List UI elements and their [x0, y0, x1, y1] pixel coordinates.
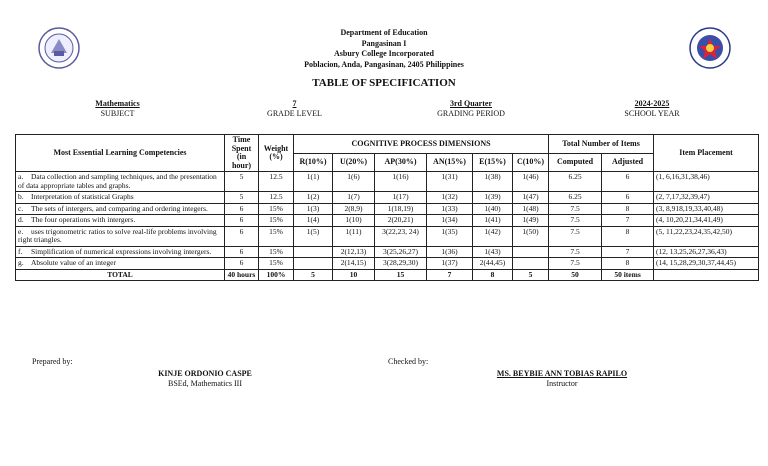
- cell-placement: (1, 6,16,31,38,46): [654, 172, 759, 192]
- cell-an: 1(32): [427, 192, 473, 204]
- specification-table: [15, 134, 759, 281]
- cell-e: 2(44,45): [473, 258, 513, 270]
- header-c: C(10%): [513, 153, 549, 172]
- total-row: [16, 269, 759, 281]
- header-line-1: Department of Education: [340, 28, 428, 37]
- total-e: 8: [473, 269, 513, 281]
- checked-by-label: Checked by:: [388, 357, 429, 366]
- header-time: Time Spent (in hour): [225, 135, 259, 172]
- table-row: [16, 172, 759, 192]
- cell-adjusted: 8: [602, 226, 654, 246]
- total-u: 10: [333, 269, 375, 281]
- competency-text: Interpretation of statistical Graphs: [31, 192, 134, 201]
- cell-u: 2(12,13): [333, 246, 375, 258]
- preparer-name: KINJE ORDONIO CASPE: [158, 369, 252, 378]
- competency-text: The four operations with intergers.: [31, 215, 136, 224]
- header-placement: Item Placement: [654, 135, 759, 172]
- total-ap: 15: [375, 269, 427, 281]
- competency-cell: [16, 215, 225, 227]
- cell-weight: 15%: [259, 246, 294, 258]
- cell-weight: 15%: [259, 258, 294, 270]
- cell-computed: 6.25: [549, 192, 602, 204]
- cell-r: [294, 246, 333, 258]
- table-row: [16, 192, 759, 204]
- total-c: 5: [513, 269, 549, 281]
- table-row: [16, 203, 759, 215]
- total-adjusted: 50 items: [602, 269, 654, 281]
- competency-cell: [16, 192, 225, 204]
- cell-time: 6: [225, 246, 259, 258]
- cell-an: 1(34): [427, 215, 473, 227]
- cell-e: 1(39): [473, 192, 513, 204]
- cell-e: 1(38): [473, 172, 513, 192]
- document-title: TABLE OF SPECIFICATION: [312, 77, 456, 89]
- total-label: TOTAL: [16, 269, 225, 281]
- table-row: [16, 226, 759, 246]
- cell-weight: 15%: [259, 215, 294, 227]
- school-year-field: [612, 99, 692, 119]
- cell-ap: 1(16): [375, 172, 427, 192]
- cell-e: 1(42): [473, 226, 513, 246]
- cell-adjusted: 8: [602, 258, 654, 270]
- cell-computed: 7.5: [549, 226, 602, 246]
- header-total-items: Total Number of Items: [549, 135, 654, 154]
- cell-time: 6: [225, 215, 259, 227]
- cell-weight: 12.5: [259, 172, 294, 192]
- preparer-title: BSEd, Mathematics III: [168, 379, 242, 388]
- cell-an: 1(33): [427, 203, 473, 215]
- cell-ap: 3(28,29,30): [375, 258, 427, 270]
- total-placement: [654, 269, 759, 281]
- subject-label: SUBJECT: [100, 109, 135, 118]
- cell-adjusted: 7: [602, 215, 654, 227]
- header-line-2: Pangasinan I: [361, 38, 407, 48]
- cell-placement: (14, 15,28,29,30,37,44,45): [654, 258, 759, 270]
- prepared-by-label: Prepared by:: [32, 357, 73, 366]
- cell-cr: 1(46): [513, 172, 549, 192]
- cell-computed: 7.5: [549, 203, 602, 215]
- checker-block: [472, 369, 652, 389]
- grade-label: GRADE LEVEL: [267, 109, 322, 118]
- competency-text: The sets of intergers, and comparing and ordering integers.: [31, 203, 208, 213]
- subject-value: Mathematics: [95, 99, 140, 108]
- cell-u: 1(10): [333, 215, 375, 227]
- header-r: R(10%): [294, 153, 333, 172]
- cell-e: 1(40): [473, 203, 513, 215]
- cell-time: 6: [225, 203, 259, 215]
- grade-level-field: [257, 99, 332, 119]
- header-weight: Weight (%): [259, 135, 294, 172]
- cell-e: 1(43): [473, 246, 513, 258]
- header-adjusted: Adjusted: [602, 153, 654, 172]
- cell-cr: 1(49): [513, 215, 549, 227]
- competency-text: Data collection and sampling techniques, and the presentation of data appropriate tables and graphs.: [18, 172, 217, 190]
- cell-cr: 1(50): [513, 226, 549, 246]
- total-computed: 50: [549, 269, 602, 281]
- competency-letter: e.: [18, 226, 24, 236]
- table-row: [16, 246, 759, 258]
- competency-cell: [16, 246, 225, 258]
- cell-computed: 7.5: [549, 258, 602, 270]
- grade-value: 7: [292, 99, 297, 108]
- cell-ap: 3(22,23, 24): [375, 226, 427, 246]
- subject-field: [80, 99, 155, 119]
- cell-weight: 15%: [259, 226, 294, 246]
- cell-computed: 6.25: [549, 172, 602, 192]
- cell-weight: 15%: [259, 203, 294, 215]
- total-r: 5: [294, 269, 333, 281]
- cell-time: 6: [225, 226, 259, 246]
- header-e: E(15%): [473, 153, 513, 172]
- checker-name: MS. BEYBIE ANN TOBIAS RAPILO: [496, 369, 628, 378]
- competency-cell: [16, 203, 225, 215]
- cell-u: 1(6): [333, 172, 375, 192]
- cell-r: 1(1): [294, 172, 333, 192]
- table-row: [16, 258, 759, 270]
- cell-adjusted: 8: [602, 203, 654, 215]
- cell-placement: (2, 7,17,32,39,47): [654, 192, 759, 204]
- cell-cr: [513, 258, 549, 270]
- table-header-row: [16, 135, 759, 154]
- header-line-3: Asbury College Incorporated: [334, 49, 434, 58]
- cell-placement: (4, 10,20,21,34,41,49): [654, 215, 759, 227]
- header-cognitive: COGNITIVE PROCESS DIMENSIONS: [294, 135, 549, 154]
- cell-r: 1(4): [294, 215, 333, 227]
- competency-letter: b.: [18, 192, 24, 201]
- cell-u: 2(8,9): [333, 203, 375, 215]
- cell-weight: 12.5: [259, 192, 294, 204]
- cell-u: 1(11): [333, 226, 375, 246]
- cell-an: 1(35): [427, 226, 473, 246]
- header-u: U(20%): [333, 153, 375, 172]
- cell-adjusted: 6: [602, 192, 654, 204]
- cell-cr: [513, 246, 549, 258]
- cell-cr: 1(47): [513, 192, 549, 204]
- competency-cell: [16, 172, 225, 192]
- cell-r: 1(5): [294, 226, 333, 246]
- cell-time: 6: [225, 258, 259, 270]
- cell-an: 1(31): [427, 172, 473, 192]
- competency-text: Simplification of numerical expressions involving intergers.: [31, 246, 212, 256]
- grading-period-field: [431, 99, 511, 119]
- competency-letter: a.: [18, 172, 24, 181]
- cell-adjusted: 7: [602, 246, 654, 258]
- checker-title: Instructor: [546, 379, 578, 388]
- year-value: 2024-2025: [634, 99, 670, 108]
- cell-adjusted: 6: [602, 172, 654, 192]
- period-label: GRADING PERIOD: [437, 109, 505, 118]
- cell-computed: 7.5: [549, 215, 602, 227]
- cell-placement: (12, 13,25,26,27,36,43): [654, 246, 759, 258]
- cell-ap: 2(20,21): [375, 215, 427, 227]
- cell-r: [294, 258, 333, 270]
- header-line-4: Poblacion, Anda, Pangasinan, 2405 Philippines: [304, 59, 464, 69]
- total-time: 40 hours: [225, 269, 259, 281]
- header-ap: AP(30%): [375, 153, 427, 172]
- year-label: SCHOOL YEAR: [624, 109, 680, 118]
- competency-text: uses trigonometric ratios to solve real-life problems involving right triangles.: [18, 226, 217, 244]
- competency-cell: [16, 226, 225, 246]
- cell-cr: 1(48): [513, 203, 549, 215]
- cell-ap: 3(25,26,27): [375, 246, 427, 258]
- header-competencies: Most Essential Learning Competencies: [16, 135, 225, 172]
- competency-cell: [16, 258, 225, 270]
- cell-time: 5: [225, 172, 259, 192]
- preparer-block: [140, 369, 270, 389]
- cell-u: 1(7): [333, 192, 375, 204]
- competency-letter: d.: [18, 215, 24, 224]
- cell-an: 1(36): [427, 246, 473, 258]
- cell-placement: (3, 8,918,19,33,40,48): [654, 203, 759, 215]
- header-address-block: [0, 28, 768, 70]
- competency-text: Absolute value of an integer: [31, 258, 116, 267]
- cell-an: 1(37): [427, 258, 473, 270]
- cell-ap: 1(17): [375, 192, 427, 204]
- total-weight: 100%: [259, 269, 294, 281]
- cell-r: 1(3): [294, 203, 333, 215]
- header-an: AN(15%): [427, 153, 473, 172]
- cell-ap: 1(18,19): [375, 203, 427, 215]
- cell-placement: (5, 11,22,23,24,35,42,50): [654, 226, 759, 246]
- cell-e: 1(41): [473, 215, 513, 227]
- period-value: 3rd Quarter: [450, 99, 492, 108]
- header-computed: Computed: [549, 153, 602, 172]
- cell-u: 2(14,15): [333, 258, 375, 270]
- competency-letter: c.: [18, 203, 24, 213]
- table-body: [16, 172, 759, 270]
- cell-computed: 7.5: [549, 246, 602, 258]
- table-row: [16, 215, 759, 227]
- competency-letter: g.: [18, 258, 24, 267]
- total-an: 7: [427, 269, 473, 281]
- competency-letter: f.: [18, 246, 23, 256]
- cell-r: 1(2): [294, 192, 333, 204]
- cell-time: 5: [225, 192, 259, 204]
